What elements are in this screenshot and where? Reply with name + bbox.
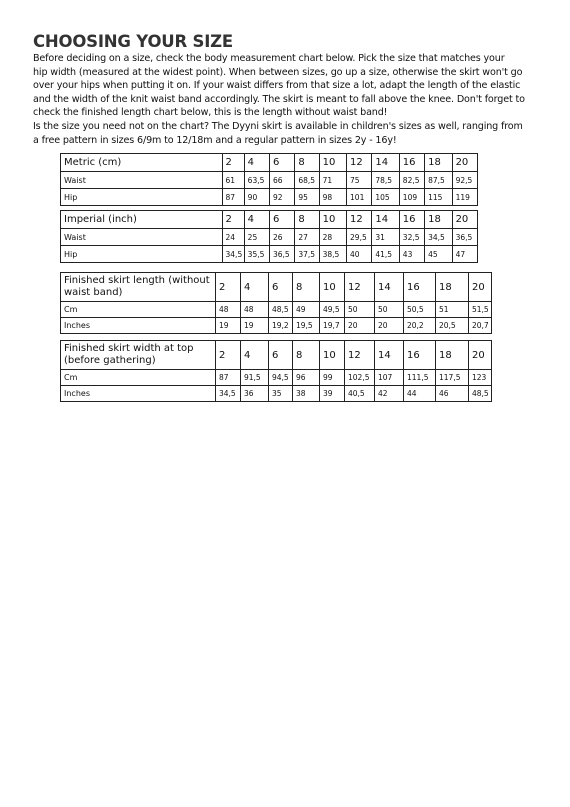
value-cell: 123 — [469, 370, 492, 386]
intro-line: and the width of the knit waist band accordingly. The skirt is meant to fall above the knee. Don't forget to — [33, 93, 525, 105]
size-header-cell: 8 — [293, 341, 320, 370]
size-header-cell: 4 — [244, 154, 269, 172]
value-cell: 75 — [347, 172, 372, 189]
value-cell: 38,5 — [319, 246, 346, 263]
value-cell: 43 — [399, 246, 424, 263]
size-header-cell: 10 — [319, 154, 346, 172]
value-cell: 26 — [270, 229, 295, 246]
value-cell: 48 — [241, 302, 269, 318]
table-row — [61, 318, 492, 334]
table-row — [61, 189, 478, 206]
size-header-cell: 18 — [425, 211, 452, 229]
row-label: Inches — [61, 318, 216, 334]
size-header-cell: 18 — [436, 341, 469, 370]
value-cell: 36,5 — [452, 229, 477, 246]
value-cell: 45 — [425, 246, 452, 263]
value-cell: 111,5 — [404, 370, 436, 386]
size-header-cell: 6 — [269, 341, 293, 370]
size-header-cell: 20 — [469, 273, 492, 302]
table-row — [61, 302, 492, 318]
row-label: Waist — [61, 172, 223, 189]
table-row — [61, 172, 478, 189]
size-header-cell: 16 — [399, 211, 424, 229]
value-cell: 40 — [347, 246, 372, 263]
value-cell: 34,5 — [222, 246, 244, 263]
value-cell: 48 — [216, 302, 241, 318]
size-header-cell: 16 — [404, 341, 436, 370]
value-cell: 95 — [295, 189, 319, 206]
value-cell: 87 — [216, 370, 241, 386]
size-header-cell: 8 — [295, 154, 319, 172]
size-header-cell: 2 — [222, 211, 244, 229]
value-cell: 63,5 — [244, 172, 269, 189]
row-label: Inches — [61, 386, 216, 402]
size-header-cell: 10 — [320, 341, 345, 370]
value-cell: 28 — [319, 229, 346, 246]
value-cell: 50,5 — [404, 302, 436, 318]
value-cell: 48,5 — [469, 386, 492, 402]
size-header-cell: 12 — [345, 341, 375, 370]
value-cell: 19,5 — [293, 318, 320, 334]
size-header-cell: 12 — [345, 273, 375, 302]
value-cell: 117,5 — [436, 370, 469, 386]
row-label: Hip — [61, 189, 223, 206]
intro-line: check the finished length chart below, this is the length without waist band! — [33, 107, 388, 119]
value-cell: 87 — [222, 189, 244, 206]
value-cell: 47 — [452, 246, 477, 263]
value-cell: 51,5 — [469, 302, 492, 318]
table-row — [61, 229, 478, 246]
table-header-row — [61, 211, 478, 229]
value-cell: 25 — [244, 229, 269, 246]
value-cell: 20 — [375, 318, 404, 334]
value-cell: 19,7 — [320, 318, 345, 334]
imperial-size-table — [60, 210, 478, 263]
size-header-cell: 4 — [244, 211, 269, 229]
value-cell: 38 — [293, 386, 320, 402]
value-cell: 36 — [241, 386, 269, 402]
page-title: CHOOSING YOUR SIZE — [33, 32, 233, 51]
size-header-cell: 14 — [372, 154, 399, 172]
table-header-label: Metric (cm) — [61, 154, 223, 172]
intro-line: Before deciding on a size, check the body measurement chart below. Pick the size that matches your — [33, 53, 505, 64]
value-cell: 49 — [293, 302, 320, 318]
value-cell: 41,5 — [372, 246, 399, 263]
value-cell: 20,5 — [436, 318, 469, 334]
row-label: Cm — [61, 302, 216, 318]
size-header-cell: 16 — [399, 154, 424, 172]
value-cell: 34,5 — [425, 229, 452, 246]
value-cell: 35 — [269, 386, 293, 402]
value-cell: 50 — [375, 302, 404, 318]
value-cell: 101 — [347, 189, 372, 206]
value-cell: 96 — [293, 370, 320, 386]
value-cell: 24 — [222, 229, 244, 246]
value-cell: 49,5 — [320, 302, 345, 318]
size-header-cell: 8 — [295, 211, 319, 229]
value-cell: 19,2 — [269, 318, 293, 334]
table-header-label: Imperial (inch) — [61, 211, 223, 229]
value-cell: 50 — [345, 302, 375, 318]
value-cell: 46 — [436, 386, 469, 402]
value-cell: 90 — [244, 189, 269, 206]
intro-line: a free pattern in sizes 6/9m to 12/18m and a regular pattern in sizes 2y - 16y! — [33, 134, 397, 146]
table-row — [61, 370, 492, 386]
size-header-cell: 6 — [269, 273, 293, 302]
row-label: Hip — [61, 246, 223, 263]
table-row — [61, 246, 478, 263]
intro-line: over your hips when putting it on. If your waist differs from that size a lot, adapt the length of the elastic — [33, 80, 521, 92]
intro-line: hip width (measured at the widest point). When between sizes, go up a size, otherwise the skirt won't go — [33, 66, 523, 78]
value-cell: 42 — [375, 386, 404, 402]
value-cell: 91,5 — [241, 370, 269, 386]
value-cell: 92 — [270, 189, 295, 206]
size-header-cell: 12 — [347, 154, 372, 172]
table-header-row — [61, 273, 492, 302]
size-header-cell: 10 — [319, 211, 346, 229]
row-label: Waist — [61, 229, 223, 246]
value-cell: 20,2 — [404, 318, 436, 334]
table-header-label: Finished skirt width at top (before gathering) — [61, 341, 216, 370]
value-cell: 19 — [241, 318, 269, 334]
value-cell: 27 — [295, 229, 319, 246]
value-cell: 68,5 — [295, 172, 319, 189]
value-cell: 94,5 — [269, 370, 293, 386]
value-cell: 119 — [452, 189, 477, 206]
value-cell: 105 — [372, 189, 399, 206]
table-row — [61, 386, 492, 402]
metric-size-table — [60, 153, 478, 206]
value-cell: 98 — [319, 189, 346, 206]
value-cell: 34,5 — [216, 386, 241, 402]
intro-paragraph — [33, 52, 543, 147]
size-header-cell: 20 — [452, 211, 477, 229]
value-cell: 102,5 — [345, 370, 375, 386]
size-header-cell: 2 — [216, 341, 241, 370]
size-header-cell: 4 — [241, 341, 269, 370]
value-cell: 40,5 — [345, 386, 375, 402]
size-header-cell: 20 — [452, 154, 477, 172]
value-cell: 82,5 — [399, 172, 424, 189]
finished-length-table — [60, 272, 492, 334]
value-cell: 39 — [320, 386, 345, 402]
table-header-label: Finished skirt length (without waist band) — [61, 273, 216, 302]
size-header-cell: 16 — [404, 273, 436, 302]
finished-width-table — [60, 340, 492, 402]
size-header-cell: 2 — [216, 273, 241, 302]
value-cell: 109 — [399, 189, 424, 206]
table-header-row — [61, 154, 478, 172]
value-cell: 29,5 — [347, 229, 372, 246]
size-header-cell: 6 — [270, 211, 295, 229]
size-header-cell: 6 — [270, 154, 295, 172]
value-cell: 115 — [425, 189, 452, 206]
value-cell: 20,7 — [469, 318, 492, 334]
size-header-cell: 20 — [469, 341, 492, 370]
row-label: Cm — [61, 370, 216, 386]
value-cell: 66 — [270, 172, 295, 189]
table-header-row — [61, 341, 492, 370]
value-cell: 107 — [375, 370, 404, 386]
value-cell: 44 — [404, 386, 436, 402]
size-header-cell: 14 — [372, 211, 399, 229]
value-cell: 32,5 — [399, 229, 424, 246]
value-cell: 36,5 — [270, 246, 295, 263]
value-cell: 48,5 — [269, 302, 293, 318]
value-cell: 87,5 — [425, 172, 452, 189]
size-header-cell: 4 — [241, 273, 269, 302]
size-header-cell: 14 — [375, 273, 404, 302]
size-header-cell: 18 — [436, 273, 469, 302]
value-cell: 20 — [345, 318, 375, 334]
value-cell: 61 — [222, 172, 244, 189]
value-cell: 19 — [216, 318, 241, 334]
size-header-cell: 18 — [425, 154, 452, 172]
value-cell: 37,5 — [295, 246, 319, 263]
value-cell: 78,5 — [372, 172, 399, 189]
size-header-cell: 8 — [293, 273, 320, 302]
value-cell: 31 — [372, 229, 399, 246]
intro-line: Is the size you need not on the chart? The Dyyni skirt is available in children's sizes as well, ranging from — [33, 120, 523, 132]
value-cell: 71 — [319, 172, 346, 189]
size-header-cell: 14 — [375, 341, 404, 370]
value-cell: 51 — [436, 302, 469, 318]
size-header-cell: 12 — [347, 211, 372, 229]
value-cell: 35,5 — [244, 246, 269, 263]
value-cell: 99 — [320, 370, 345, 386]
size-header-cell: 2 — [222, 154, 244, 172]
value-cell: 92,5 — [452, 172, 477, 189]
size-header-cell: 10 — [320, 273, 345, 302]
